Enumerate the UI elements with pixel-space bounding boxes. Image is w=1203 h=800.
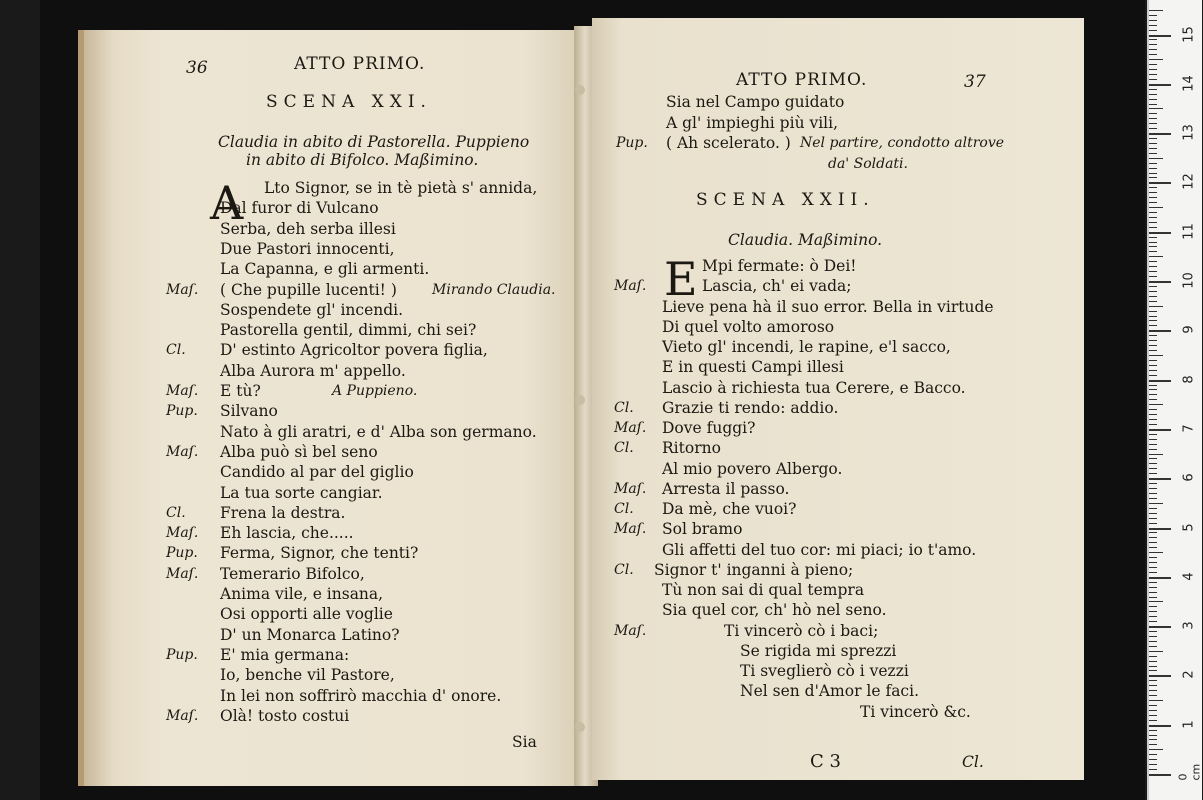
- ruler-tick: [1149, 661, 1157, 662]
- ruler-tick: [1149, 276, 1157, 277]
- ruler-tick: [1149, 582, 1157, 583]
- ruler-tick: [1149, 444, 1157, 445]
- ruler-tick: [1149, 227, 1157, 228]
- verse-line: Lto Signor, se in tè pietà s' annida,: [264, 179, 538, 197]
- ruler-tick: [1149, 572, 1157, 573]
- ruler-tick: [1149, 94, 1157, 95]
- verse-line: Gli affetti del tuo cor: mi piaci; io t'amo.: [662, 540, 977, 559]
- speaker-label: Pup.: [616, 135, 648, 151]
- ruler-tick: [1149, 271, 1157, 272]
- ruler-tick: [1149, 133, 1171, 135]
- verse-line: Anima vile, e insana,: [220, 585, 384, 603]
- speaker-label: Maſ.: [166, 525, 199, 542]
- stage-direction: da' Soldati.: [828, 155, 908, 172]
- verse-line: D' estinto Agricoltor povera figlia,: [220, 341, 488, 360]
- right-scene-title: SCENA XXII.: [696, 190, 875, 210]
- ruler-tick: [1149, 725, 1171, 727]
- ruler-tick: [1149, 463, 1157, 464]
- signature-mark: C 3: [810, 751, 841, 772]
- ruler-tick: [1149, 143, 1157, 144]
- ruler-tick: [1149, 163, 1157, 164]
- ruler-tick: [1149, 739, 1157, 740]
- ruler-tick: [1149, 528, 1171, 530]
- ruler-tick: [1149, 345, 1157, 346]
- verse-line: Ti sveglierò cò i vezzi: [740, 662, 909, 680]
- verse-line: Lieve pena hà il suo error. Bella in virtude: [662, 297, 994, 316]
- ruler-tick: [1149, 404, 1163, 405]
- binding-hole: [575, 395, 585, 405]
- ruler-tick: [1149, 330, 1171, 332]
- ruler-tick: [1149, 44, 1157, 45]
- ruler-tick: [1149, 764, 1157, 765]
- verse-line: Serba, deh serba illesi: [220, 219, 396, 238]
- verse-line: Sia quel cor, ch' hò nel seno.: [662, 601, 887, 620]
- ruler-tick: [1149, 439, 1157, 440]
- verse-line: E tù?: [220, 382, 261, 400]
- verse-line: ( Ah scelerato. ): [666, 134, 791, 152]
- ruler-tick: [1149, 473, 1157, 474]
- ruler-tick: [1149, 389, 1157, 390]
- verse-line: Temerario Bifolco,: [220, 564, 365, 583]
- ruler-tick: [1149, 458, 1157, 459]
- ruler-tick: [1149, 498, 1157, 499]
- ruler-tick: [1149, 113, 1157, 114]
- ruler-tick: [1149, 394, 1157, 395]
- ruler-tick: [1149, 547, 1157, 548]
- ruler-number: 12: [1181, 173, 1197, 191]
- ruler-tick: [1149, 316, 1157, 317]
- ruler-tick: [1149, 173, 1157, 174]
- speaker-label: Maſ.: [614, 420, 647, 436]
- ruler-tick: [1149, 69, 1157, 70]
- ruler-number: 8: [1181, 374, 1197, 384]
- ruler-tick: [1149, 675, 1171, 677]
- ruler-tick: [1149, 207, 1163, 208]
- verse-line: Frena la destra.: [220, 503, 346, 522]
- verse-line: La Capanna, e gli armenti.: [220, 260, 430, 279]
- right-page-number: 37: [964, 72, 986, 92]
- ruler-number: 1: [1181, 720, 1197, 729]
- ruler-tick: [1149, 118, 1157, 119]
- ruler-tick: [1149, 246, 1157, 247]
- speaker-label: Maſ.: [166, 443, 199, 460]
- speaker-label: Maſ.: [166, 383, 199, 399]
- verse-line: Da mè, che vuoi?: [662, 500, 797, 518]
- ruler-tick: [1149, 54, 1157, 55]
- ruler-tick: [1149, 503, 1163, 504]
- ruler-tick: [1149, 523, 1157, 524]
- ruler-tick: [1149, 567, 1157, 568]
- ruler-tick: [1149, 710, 1157, 711]
- verse-line: Mpi fermate: ò Dei!: [702, 257, 857, 275]
- speaker-label: Pup.: [166, 403, 198, 420]
- ruler-tick: [1149, 597, 1157, 598]
- ruler-tick: [1149, 685, 1157, 686]
- verse-line: Eh lascia, che.....: [220, 524, 354, 543]
- verse-line: Sia nel Campo guidato: [666, 93, 845, 111]
- ruler-tick: [1149, 680, 1157, 681]
- verse-line: E in questi Campi illesi: [662, 358, 844, 377]
- ruler-tick: [1149, 217, 1157, 218]
- speaker-label: Cl.: [166, 342, 186, 359]
- ruler-tick: [1149, 720, 1157, 721]
- speaker-label: Maſ.: [614, 278, 647, 295]
- speaker-label: Cl.: [614, 440, 634, 457]
- ruler-number: 14: [1181, 75, 1197, 92]
- speaker-label: Pup.: [166, 545, 198, 562]
- ruler-tick: [1149, 370, 1157, 371]
- ruler-tick: [1149, 365, 1157, 366]
- ruler-tick: [1149, 59, 1163, 60]
- ruler-tick: [1149, 182, 1171, 184]
- ruler-number: 15: [1181, 25, 1197, 43]
- ruler-tick: [1149, 399, 1157, 400]
- ruler-tick: [1149, 478, 1171, 480]
- ruler-tick: [1149, 212, 1157, 213]
- verse-line: La tua sorte cangiar.: [220, 483, 383, 502]
- ruler-tick: [1149, 419, 1157, 420]
- ruler-tick: [1149, 84, 1171, 86]
- ruler-tick: [1149, 15, 1157, 16]
- ruler-tick: [1149, 424, 1157, 425]
- stage-direction: Nel partire, condotto altrove: [800, 135, 1005, 151]
- ruler-tick: [1149, 690, 1157, 691]
- right-catchword: Cl.: [962, 753, 984, 771]
- verse-line: Ti vincerò cò i baci;: [724, 621, 879, 640]
- speaker-label: Maſ.: [166, 707, 199, 724]
- ruler-tick: [1149, 434, 1157, 435]
- ruler-tick: [1149, 601, 1163, 602]
- ruler-tick: [1149, 197, 1157, 198]
- ruler-tick: [1149, 39, 1157, 40]
- ruler-tick: [1149, 291, 1157, 292]
- ruler-tick: [1149, 168, 1157, 169]
- left-page-header: ATTO PRIMO.: [294, 54, 426, 74]
- verse-line: Ritorno: [662, 439, 721, 458]
- ruler-tick: [1149, 730, 1157, 731]
- ruler-number: 4: [1181, 572, 1197, 581]
- ruler-tick: [1149, 306, 1163, 307]
- verse-line: Candido al par del giglio: [220, 463, 414, 482]
- ruler-tick: [1149, 325, 1157, 326]
- verse-line: Grazie ti rendo: addio.: [662, 398, 839, 417]
- ruler-tick: [1149, 104, 1157, 105]
- ruler-tick: [1149, 552, 1163, 553]
- ruler-tick: [1149, 414, 1157, 415]
- ruler-tick: [1149, 488, 1157, 489]
- ruler-tick: [1149, 177, 1157, 178]
- verse-line: Vieto gl' incendi, le rapine, e'l sacco,: [662, 338, 951, 356]
- verse-line: Io, benche vil Pastore,: [220, 666, 395, 685]
- verse-line: In lei non soffrirò macchia d' onore.: [220, 686, 502, 705]
- ruler-tick: [1149, 754, 1157, 755]
- ruler-tick: [1149, 266, 1157, 267]
- ruler-tick: [1149, 641, 1157, 642]
- ruler-tick: [1149, 429, 1171, 431]
- ruler-tick: [1149, 158, 1163, 159]
- ruler-tick: [1149, 616, 1157, 617]
- left-catchword: Sia: [512, 733, 537, 751]
- speaker-label: Maſ.: [166, 565, 199, 582]
- ruler-tick: [1149, 557, 1157, 558]
- ruler-tick: [1149, 626, 1171, 628]
- ruler-tick: [1149, 123, 1157, 124]
- ruler-tick: [1149, 20, 1157, 21]
- verse-line: Ferma, Signor, che tenti?: [220, 544, 419, 563]
- ruler-number: 10: [1181, 272, 1197, 289]
- ruler-tick: [1149, 296, 1157, 297]
- binding-hole: [575, 722, 585, 732]
- ruler-tick: [1149, 769, 1157, 770]
- verse-line: Di quel volto amoroso: [662, 317, 835, 336]
- ruler-number: 13: [1181, 124, 1197, 141]
- ruler-tick: [1149, 759, 1157, 760]
- ruler-tick: [1149, 232, 1171, 234]
- ruler-tick: [1149, 592, 1157, 593]
- speaker-label: Maſ.: [614, 521, 647, 538]
- ruler-tick: [1149, 148, 1157, 149]
- ruler-tick: [1149, 670, 1157, 671]
- ruler-tick: [1149, 454, 1163, 455]
- verse-line: E' mia germana:: [220, 645, 350, 664]
- right-page: [592, 18, 1084, 780]
- ruler-tick: [1149, 256, 1163, 257]
- verse-line: Alba Aurora m' appello.: [220, 361, 406, 380]
- ruler-tick: [1149, 79, 1157, 80]
- ruler-tick: [1149, 656, 1157, 657]
- ruler-tick: [1149, 577, 1171, 579]
- verse-line: Dove fuggi?: [662, 419, 756, 437]
- verse-line: Ti vincerò &c.: [860, 702, 971, 721]
- verse-line: Arresta il passo.: [662, 479, 790, 498]
- ruler-tick: [1149, 532, 1157, 533]
- ruler-tick: [1149, 320, 1157, 321]
- left-characters-line1: Claudia in abito di Pastorella. Puppieno: [218, 133, 530, 151]
- ruler-tick: [1149, 774, 1171, 776]
- binding-hole: [575, 85, 585, 95]
- ruler-tick: [1149, 25, 1157, 26]
- ruler-tick: [1149, 10, 1163, 11]
- verse-line: Olà! tosto costui: [220, 706, 350, 725]
- ruler-tick: [1149, 350, 1157, 351]
- verse-line: D' un Monarca Latino?: [220, 625, 400, 644]
- ruler-tick: [1149, 380, 1171, 382]
- ruler-tick: [1149, 340, 1157, 341]
- ruler-tick: [1149, 409, 1157, 410]
- ruler-tick: [1149, 35, 1171, 37]
- ruler-tick: [1149, 651, 1163, 652]
- ruler-tick: [1149, 355, 1163, 356]
- ruler-number: 5: [1181, 522, 1197, 532]
- verse-line: Osi opporti alle voglie: [220, 605, 393, 624]
- ruler-tick: [1149, 518, 1157, 519]
- verse-line: ( Che pupille lucenti! ): [220, 280, 397, 299]
- verse-line: Al mio povero Albergo.: [662, 459, 843, 478]
- verse-line: Alba può sì bel seno: [220, 442, 378, 461]
- ruler-tick: [1149, 468, 1157, 469]
- speaker-label: Maſ.: [166, 281, 199, 298]
- ruler-tick: [1149, 666, 1157, 667]
- verse-line: Nato à gli aratri, e d' Alba son germano.: [220, 422, 537, 441]
- left-page-number: 36: [186, 58, 208, 78]
- ruler-tick: [1149, 562, 1157, 563]
- ruler-number: 7: [1181, 424, 1197, 433]
- left-drop-cap: A: [210, 176, 244, 230]
- speaker-label: Cl.: [614, 561, 634, 578]
- ruler-tick: [1149, 636, 1157, 637]
- ruler-tick: [1149, 138, 1157, 139]
- ruler-tick: [1149, 237, 1157, 238]
- ruler-number: 6: [1181, 473, 1197, 482]
- right-page-header: ATTO PRIMO.: [736, 70, 868, 90]
- ruler-number: 9: [1181, 325, 1197, 334]
- ruler-tick: [1149, 587, 1157, 588]
- verse-line: Pastorella gentil, dimmi, chi sei?: [220, 321, 477, 340]
- ruler-tick: [1149, 537, 1157, 538]
- ruler-tick: [1149, 631, 1157, 632]
- ruler-tick: [1149, 385, 1157, 386]
- right-drop-cap: E: [664, 252, 698, 306]
- ruler-tick: [1149, 621, 1157, 622]
- verse-line: Sospendete gl' incendi.: [220, 300, 404, 319]
- ruler-tick: [1149, 513, 1157, 514]
- ruler-tick: [1149, 99, 1157, 100]
- verse-line: Lascio à richiesta tua Cerere, e Bacco.: [662, 378, 966, 397]
- verse-line: Lascia, ch' ei vada;: [702, 277, 852, 296]
- ruler-tick: [1149, 700, 1163, 701]
- ruler-tick: [1149, 89, 1157, 90]
- left-scene-title: SCENA XXI.: [266, 92, 432, 112]
- verse-line: A gl' impieghi più vili,: [666, 113, 839, 132]
- verse-line: Se rigida mi sprezzi: [740, 641, 897, 660]
- ruler-tick: [1149, 261, 1157, 262]
- ruler-tick: [1149, 542, 1157, 543]
- verse-line: Tù non sai di qual tempra: [662, 581, 865, 599]
- verse-line: Due Pastori innocenti,: [220, 239, 395, 258]
- verse-line: Nel sen d'Amor le faci.: [740, 682, 919, 701]
- right-characters: Claudia. Maßimino.: [728, 231, 883, 249]
- ruler-tick: [1149, 375, 1157, 376]
- speaker-label: Cl.: [614, 399, 634, 416]
- ruler-tick: [1149, 251, 1157, 252]
- ruler-tick: [1149, 64, 1157, 65]
- speaker-label: Maſ.: [614, 622, 647, 639]
- ruler-tick: [1149, 715, 1157, 716]
- verse-line: Silvano: [220, 402, 278, 421]
- speaker-label: Cl.: [166, 504, 186, 521]
- ruler-number: 11: [1181, 222, 1197, 240]
- ruler-tick: [1149, 744, 1157, 745]
- ruler-tick: [1149, 483, 1157, 484]
- verse-line: Sol bramo: [662, 520, 743, 539]
- ruler-tick: [1149, 695, 1157, 696]
- ruler-tick: [1149, 646, 1157, 647]
- ruler-tick: [1149, 108, 1163, 109]
- measurement-ruler: [1147, 0, 1202, 800]
- stage-direction: A Puppieno.: [332, 383, 418, 399]
- ruler-tick: [1149, 281, 1171, 283]
- ruler-tick: [1149, 311, 1157, 312]
- ruler-tick: [1149, 286, 1157, 287]
- ruler-tick: [1149, 705, 1157, 706]
- ruler-tick: [1149, 222, 1157, 223]
- verse-line: Dal furor di Vulcano: [220, 199, 379, 218]
- ruler-tick: [1149, 360, 1157, 361]
- speaker-label: Pup.: [166, 646, 198, 663]
- verse-line: Signor t' inganni à pieno;: [654, 560, 854, 579]
- ruler-tick: [1149, 202, 1157, 203]
- ruler-tick: [1149, 508, 1157, 509]
- stage-direction: Mirando Claudia.: [432, 281, 556, 298]
- left-characters-line2: in abito di Bifolco. Maßimino.: [246, 151, 479, 169]
- ruler-number: 2: [1181, 670, 1197, 680]
- ruler-tick: [1149, 192, 1157, 193]
- ruler-tick: [1149, 749, 1163, 750]
- ruler-tick: [1149, 611, 1157, 612]
- ruler-tick: [1149, 606, 1157, 607]
- ruler-tick: [1149, 735, 1157, 736]
- ruler-tick: [1149, 153, 1157, 154]
- speaker-label: Cl.: [614, 501, 634, 517]
- ruler-tick: [1149, 493, 1157, 494]
- speaker-label: Maſ.: [614, 480, 647, 497]
- left-page: [78, 30, 584, 786]
- ruler-unit: 0 cm: [1176, 763, 1203, 781]
- ruler-tick: [1149, 449, 1157, 450]
- ruler-tick: [1149, 128, 1157, 129]
- ruler-tick: [1149, 30, 1157, 31]
- ruler-tick: [1149, 301, 1157, 302]
- ruler-tick: [1149, 74, 1157, 75]
- ruler-tick: [1149, 49, 1157, 50]
- ruler-tick: [1149, 242, 1157, 243]
- ruler-tick: [1149, 335, 1157, 336]
- ruler-number: 3: [1181, 621, 1197, 630]
- ruler-tick: [1149, 187, 1157, 188]
